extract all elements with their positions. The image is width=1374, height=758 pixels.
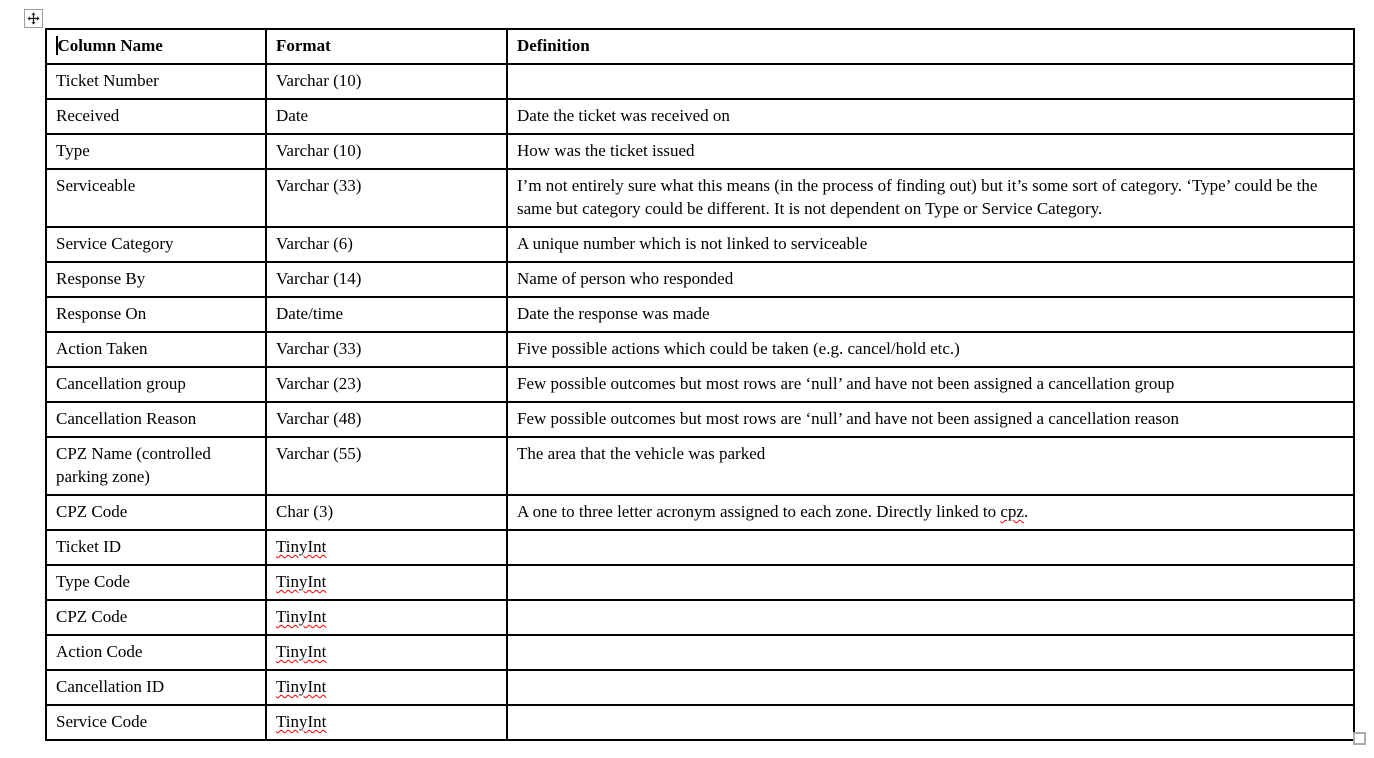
cell-format[interactable] bbox=[266, 635, 507, 670]
table-move-handle[interactable] bbox=[24, 9, 43, 28]
cell-format[interactable] bbox=[266, 262, 507, 297]
cell-column-name[interactable]: Cancellation Reason bbox=[46, 402, 266, 437]
header-label: Format bbox=[276, 36, 331, 55]
cell-definition[interactable]: Date the ticket was received on bbox=[507, 99, 1354, 134]
header-row bbox=[46, 29, 1354, 64]
format-value: Varchar (33) bbox=[276, 339, 362, 358]
format-value: TinyInt bbox=[276, 537, 327, 556]
cell-definition[interactable]: Date the response was made bbox=[507, 297, 1354, 332]
cell-definition[interactable] bbox=[507, 600, 1354, 635]
cell-definition[interactable] bbox=[507, 530, 1354, 565]
table-row bbox=[46, 134, 1354, 169]
cell-column-name[interactable]: Service Category bbox=[46, 227, 266, 262]
table-body bbox=[46, 64, 1354, 740]
cell-format[interactable] bbox=[266, 565, 507, 600]
cell-column-name[interactable]: CPZ Code bbox=[46, 495, 266, 530]
cell-column-name[interactable]: Service Code bbox=[46, 705, 266, 740]
cell-column-name[interactable]: Serviceable bbox=[46, 169, 266, 227]
cell-column-name[interactable]: Response On bbox=[46, 297, 266, 332]
cell-format[interactable] bbox=[266, 530, 507, 565]
cell-column-name[interactable]: Type bbox=[46, 134, 266, 169]
definition-text: A one to three letter acronym assigned to each zone. Directly linked to bbox=[517, 502, 1001, 521]
table-row bbox=[46, 530, 1354, 565]
format-value: Date/time bbox=[276, 304, 344, 323]
cell-format[interactable] bbox=[266, 227, 507, 262]
header-label: Column Name bbox=[57, 36, 163, 55]
table-row bbox=[46, 437, 1354, 495]
table-row bbox=[46, 600, 1354, 635]
format-value: TinyInt bbox=[276, 572, 327, 591]
cell-format[interactable] bbox=[266, 670, 507, 705]
header-label: Definition bbox=[517, 36, 590, 55]
cell-definition[interactable]: The area that the vehicle was parked bbox=[507, 437, 1354, 495]
cell-definition[interactable] bbox=[507, 670, 1354, 705]
cell-definition[interactable]: Name of person who responded bbox=[507, 262, 1354, 297]
table-row bbox=[46, 495, 1354, 530]
format-value: Varchar (23) bbox=[276, 374, 362, 393]
header-cell-column-name[interactable] bbox=[46, 29, 266, 64]
cell-format[interactable] bbox=[266, 64, 507, 99]
cell-format[interactable] bbox=[266, 169, 507, 227]
table-row bbox=[46, 402, 1354, 437]
cell-column-name[interactable]: Action Taken bbox=[46, 332, 266, 367]
format-value: Char (3) bbox=[276, 502, 334, 521]
cell-format[interactable] bbox=[266, 332, 507, 367]
cell-definition[interactable] bbox=[507, 565, 1354, 600]
definition-text: . bbox=[1023, 502, 1029, 521]
format-value: Varchar (10) bbox=[276, 71, 362, 90]
format-value: Date bbox=[276, 106, 309, 125]
cell-column-name[interactable]: Ticket Number bbox=[46, 64, 266, 99]
cell-column-name[interactable]: Response By bbox=[46, 262, 266, 297]
format-value: TinyInt bbox=[276, 642, 327, 661]
table-row bbox=[46, 262, 1354, 297]
format-value: TinyInt bbox=[276, 607, 327, 626]
cell-column-name[interactable]: Action Code bbox=[46, 635, 266, 670]
cell-definition[interactable]: Few possible outcomes but most rows are ‘null’ and have not been assigned a cancellation group bbox=[507, 367, 1354, 402]
table-row bbox=[46, 64, 1354, 99]
format-value: Varchar (48) bbox=[276, 409, 362, 428]
cell-format[interactable] bbox=[266, 99, 507, 134]
table-row bbox=[46, 565, 1354, 600]
cell-format[interactable] bbox=[266, 402, 507, 437]
cell-column-name[interactable]: Ticket ID bbox=[46, 530, 266, 565]
cell-format[interactable] bbox=[266, 437, 507, 495]
format-value: TinyInt bbox=[276, 712, 327, 731]
cell-column-name[interactable]: CPZ Name (controlled parking zone) bbox=[46, 437, 266, 495]
cell-definition[interactable] bbox=[507, 495, 1354, 530]
cell-format[interactable] bbox=[266, 495, 507, 530]
cell-column-name[interactable]: Cancellation ID bbox=[46, 670, 266, 705]
table-row bbox=[46, 635, 1354, 670]
table-row bbox=[46, 99, 1354, 134]
cell-column-name[interactable]: Type Code bbox=[46, 565, 266, 600]
table-row bbox=[46, 227, 1354, 262]
format-value: TinyInt bbox=[276, 677, 327, 696]
cell-definition[interactable]: How was the ticket issued bbox=[507, 134, 1354, 169]
format-value: Varchar (14) bbox=[276, 269, 362, 288]
cell-definition[interactable]: A unique number which is not linked to serviceable bbox=[507, 227, 1354, 262]
header-cell-format[interactable] bbox=[266, 29, 507, 64]
cell-definition[interactable] bbox=[507, 64, 1354, 99]
definition-text: cpz bbox=[1000, 502, 1024, 521]
cell-definition[interactable]: Few possible outcomes but most rows are ‘null’ and have not been assigned a cancellation reason bbox=[507, 402, 1354, 437]
cell-format[interactable] bbox=[266, 705, 507, 740]
cell-column-name[interactable]: Cancellation group bbox=[46, 367, 266, 402]
format-value: Varchar (33) bbox=[276, 176, 362, 195]
table-row bbox=[46, 705, 1354, 740]
header-cell-definition[interactable] bbox=[507, 29, 1354, 64]
format-value: Varchar (6) bbox=[276, 234, 353, 253]
cell-definition[interactable]: Five possible actions which could be taken (e.g. cancel/hold etc.) bbox=[507, 332, 1354, 367]
cell-format[interactable] bbox=[266, 134, 507, 169]
format-value: Varchar (55) bbox=[276, 444, 362, 463]
cell-definition[interactable] bbox=[507, 705, 1354, 740]
four-way-move-arrow-icon bbox=[27, 12, 40, 25]
table-resize-handle[interactable] bbox=[1353, 732, 1366, 745]
cell-format[interactable] bbox=[266, 600, 507, 635]
table-row bbox=[46, 670, 1354, 705]
cell-format[interactable] bbox=[266, 297, 507, 332]
column-definition-table bbox=[45, 28, 1355, 741]
cell-definition[interactable]: I’m not entirely sure what this means (in the process of finding out) but it’s some sort of category. ‘Type’ could be the same but category could be different. It is not dependent on Type or Service Category. bbox=[507, 169, 1354, 227]
cell-definition[interactable] bbox=[507, 635, 1354, 670]
cell-column-name[interactable]: CPZ Code bbox=[46, 600, 266, 635]
table-row bbox=[46, 332, 1354, 367]
cell-column-name[interactable]: Received bbox=[46, 99, 266, 134]
cell-format[interactable] bbox=[266, 367, 507, 402]
table-row bbox=[46, 367, 1354, 402]
table-row bbox=[46, 169, 1354, 227]
table-row bbox=[46, 297, 1354, 332]
format-value: Varchar (10) bbox=[276, 141, 362, 160]
